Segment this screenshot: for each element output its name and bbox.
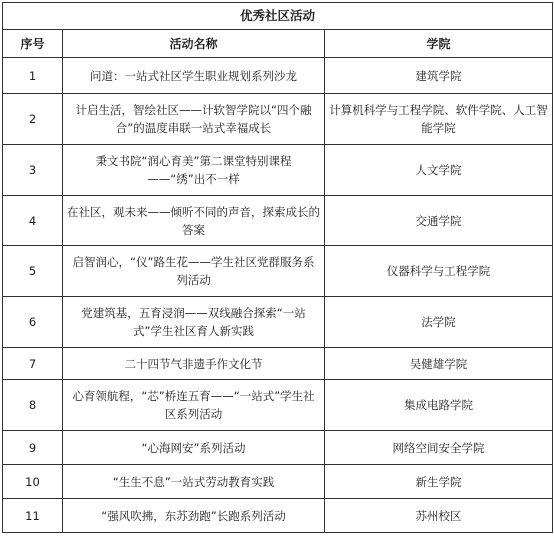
table-row <box>3 145 553 196</box>
row-no: 4 <box>3 196 63 246</box>
table-row <box>3 431 553 465</box>
row-college: 集成电路学院 <box>325 380 553 431</box>
row-no: 7 <box>3 348 63 380</box>
table-header-row <box>3 30 553 58</box>
row-activity-name: “生生不息”一站式劳动教育实践 <box>63 465 325 499</box>
row-college: 法学院 <box>325 297 553 348</box>
row-activity-name: 问道：一站式社区学生职业规划系列沙龙 <box>63 58 325 94</box>
row-college: 吴健雄学院 <box>325 348 553 380</box>
table-row <box>3 499 553 533</box>
row-activity-name: 二十四节气非遗手作文化节 <box>63 348 325 380</box>
row-no: 9 <box>3 431 63 465</box>
row-no: 1 <box>3 58 63 94</box>
row-activity-name: 心育领航程，“芯”桥连五育——“一站式”学生社区系列活动 <box>63 380 325 431</box>
table-row <box>3 94 553 145</box>
row-activity-name: “心海网安”系列活动 <box>63 431 325 465</box>
row-college: 新生学院 <box>325 465 553 499</box>
row-activity-name: 计启生活，智绘社区——计软智学院以“四个融合”的温度串联一站式幸福成长 <box>63 94 325 145</box>
table-row <box>3 297 553 348</box>
table-row <box>3 196 553 246</box>
row-no: 3 <box>3 145 63 196</box>
row-activity-name: 启智润心，“仪”路生花——学生社区党群服务系列活动 <box>63 246 325 297</box>
row-no: 6 <box>3 297 63 348</box>
table-title-row <box>3 3 553 30</box>
table-row <box>3 380 553 431</box>
row-college: 仪器科学与工程学院 <box>325 246 553 297</box>
table-row <box>3 348 553 380</box>
row-college: 网络空间安全学院 <box>325 431 553 465</box>
row-no: 2 <box>3 94 63 145</box>
row-college: 人文学院 <box>325 145 553 196</box>
row-college: 计算机科学与工程学院、软件学院、人工智能学院 <box>325 94 553 145</box>
row-college: 建筑学院 <box>325 58 553 94</box>
row-activity-name: 在社区，观未来——倾听不同的声音，探索成长的答案 <box>63 196 325 246</box>
header-activity-name: 活动名称 <box>63 30 325 58</box>
row-activity-name: 秉文书院“润心育美”第二课堂特别课程——“绣”出不一样 <box>63 145 325 196</box>
row-college: 交通学院 <box>325 196 553 246</box>
header-college: 学院 <box>325 30 553 58</box>
row-activity-name: 党建筑基，五育浸润——双线融合探索“一站式”学生社区育人新实践 <box>63 297 325 348</box>
table-title: 优秀社区活动 <box>3 3 553 30</box>
table-row <box>3 246 553 297</box>
row-activity-name: “强风吹拂，东苏劲跑”长跑系列活动 <box>63 499 325 533</box>
table-row <box>3 465 553 499</box>
row-no: 11 <box>3 499 63 533</box>
excellent-community-activities-table <box>2 2 553 533</box>
row-no: 10 <box>3 465 63 499</box>
row-no: 5 <box>3 246 63 297</box>
header-no: 序号 <box>3 30 63 58</box>
row-college: 苏州校区 <box>325 499 553 533</box>
table-row <box>3 58 553 94</box>
row-no: 8 <box>3 380 63 431</box>
